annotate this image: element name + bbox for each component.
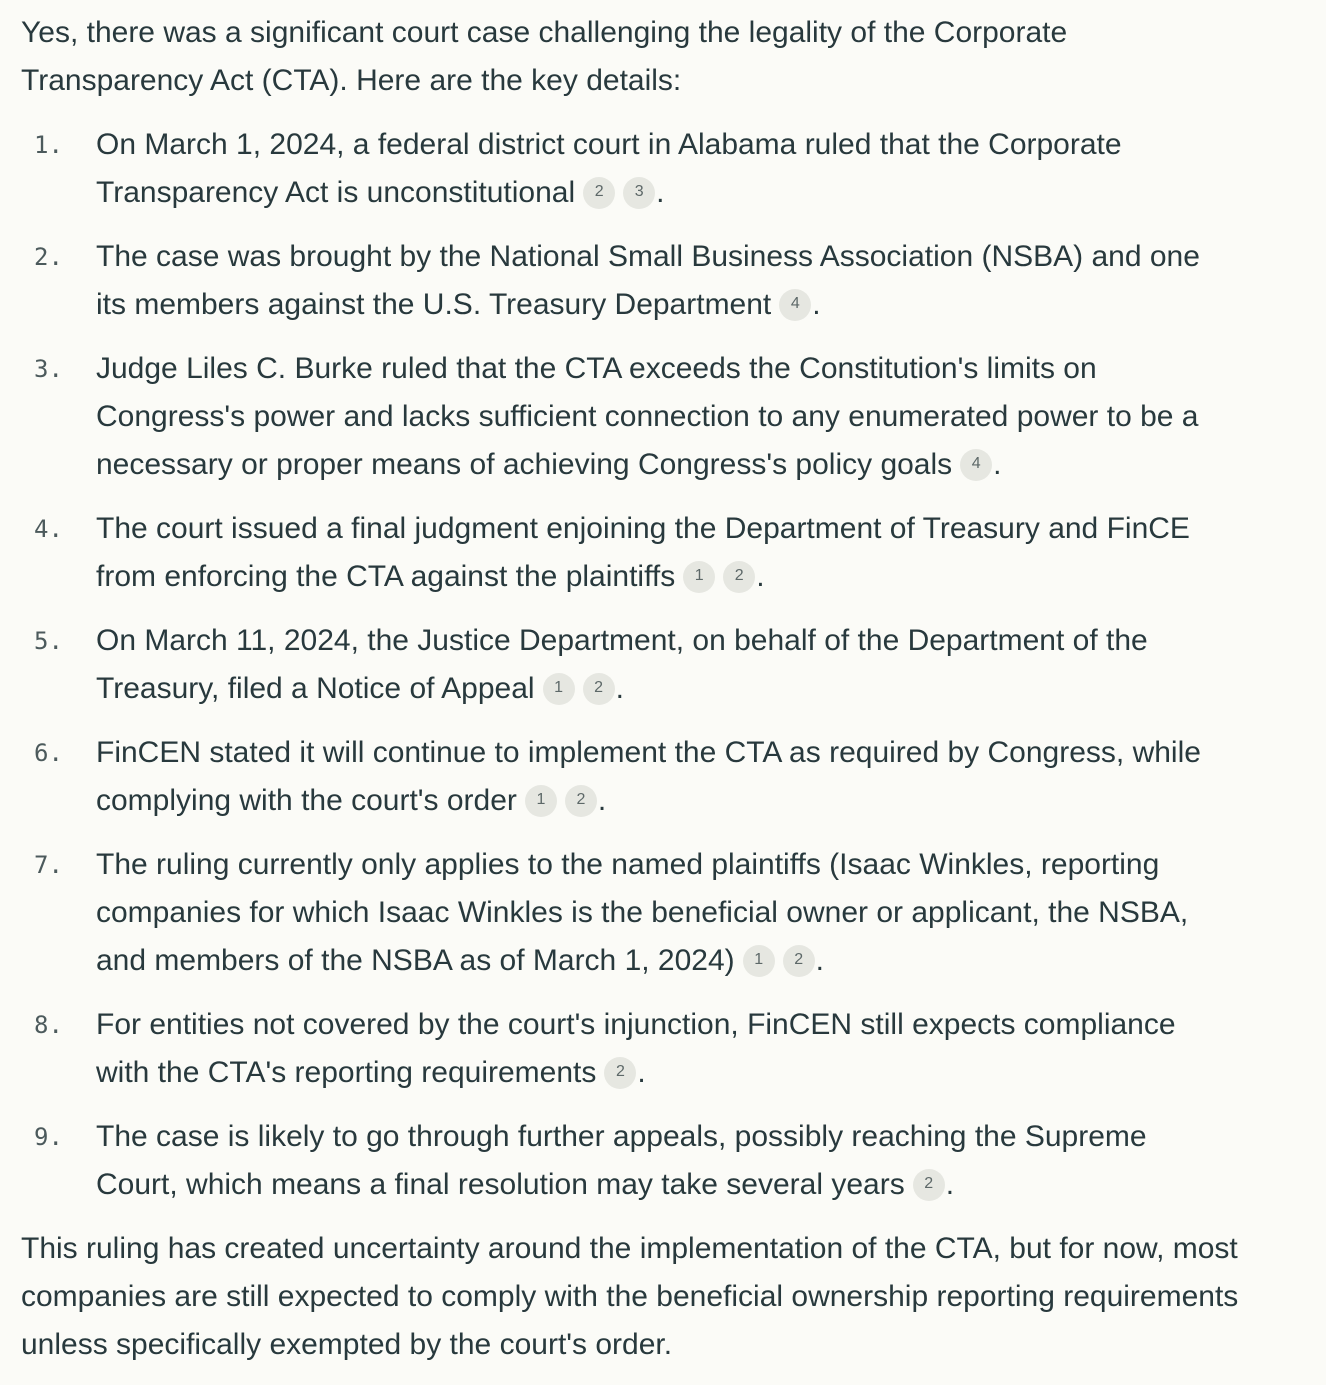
list-item-line: On March 11, 2024, the Justice Department, on behalf of the Department of the bbox=[96, 624, 1148, 657]
citation-badge[interactable]: 1 bbox=[743, 945, 775, 977]
citation-badge[interactable]: 2 bbox=[565, 785, 597, 817]
list-item-line: The case is likely to go through further appeals, possibly reaching the Supreme bbox=[96, 1120, 1147, 1153]
list-item bbox=[21, 617, 1326, 713]
list-item-line: Congress's power and lacks sufficient connection to any enumerated power to be a bbox=[96, 400, 1199, 433]
list-item-period: . bbox=[815, 944, 825, 977]
citation-badge[interactable]: 2 bbox=[783, 945, 815, 977]
list-item-period: . bbox=[637, 1056, 646, 1089]
list-item-number: 6. bbox=[34, 739, 63, 767]
list-item-period: . bbox=[597, 784, 607, 817]
list-item-line: On March 1, 2024, a federal district court in Alabama ruled that the Corporate bbox=[96, 128, 1122, 161]
list-item-line: and members of the NSBA as of March 1, 2024) bbox=[96, 944, 735, 977]
list-item-period: . bbox=[656, 176, 665, 209]
list-item-line: Transparency Act is unconstitutional bbox=[96, 176, 576, 209]
closing-paragraph: This ruling has created uncertainty around the implementation of the CTA, but for now, most companies are still expected to comply with the beneficial ownership reporting requirements unless specifically exempted by the court's order. bbox=[21, 1232, 1239, 1361]
list-item bbox=[21, 729, 1326, 825]
list-item-period: . bbox=[812, 288, 821, 321]
list-item-number: 4. bbox=[34, 515, 63, 543]
list-item-line: necessary or proper means of achieving Congress's policy goals bbox=[96, 448, 953, 481]
list-item-number: 1. bbox=[34, 131, 63, 159]
list-item-period: . bbox=[615, 672, 624, 705]
assistant-answer bbox=[21, 9, 1326, 1369]
citation-badge[interactable]: 1 bbox=[543, 673, 575, 705]
list-item-line: its members against the U.S. Treasury Department bbox=[96, 288, 772, 321]
list-item-period: . bbox=[756, 560, 765, 593]
list-item-line: Treasury, filed a Notice of Appeal bbox=[96, 672, 535, 705]
list-item-line: FinCEN stated it will continue to implement the CTA as required by Congress, while bbox=[96, 736, 1201, 769]
citation-badge[interactable]: 1 bbox=[683, 561, 715, 593]
list-item bbox=[21, 1113, 1326, 1209]
list-item-number: 8. bbox=[34, 1011, 63, 1039]
list-item-line: The case was brought by the National Small Business Association (NSBA) and one bbox=[96, 240, 1200, 273]
list-item-line: Judge Liles C. Burke ruled that the CTA exceeds the Constitution's limits on bbox=[96, 352, 1097, 385]
list-item-line: Court, which means a final resolution may take several years bbox=[96, 1168, 905, 1201]
citation-badge[interactable]: 2 bbox=[913, 1169, 945, 1201]
list-item-number: 7. bbox=[34, 851, 63, 879]
citation-badge[interactable]: 4 bbox=[779, 289, 811, 321]
list-item bbox=[21, 505, 1326, 601]
list-item-line: companies for which Isaac Winkles is the beneficial owner or applicant, the NSBA, bbox=[96, 896, 1189, 929]
list-item bbox=[21, 345, 1326, 489]
list-item bbox=[21, 1001, 1326, 1097]
intro-paragraph: Yes, there was a significant court case challenging the legality of the Corporate Transparency Act (CTA). Here are the key details: bbox=[21, 16, 1068, 97]
list-item-number: 3. bbox=[34, 355, 63, 383]
list-item-line: The court issued a final judgment enjoining the Department of Treasury and FinCE bbox=[96, 512, 1190, 545]
list-item-line: For entities not covered by the court's injunction, FinCEN still expects compliance bbox=[96, 1008, 1176, 1041]
list-item-period: . bbox=[945, 1168, 955, 1201]
list-item-number: 5. bbox=[34, 627, 63, 655]
key-details-list bbox=[21, 121, 1326, 1209]
list-item-number: 2. bbox=[34, 243, 63, 271]
list-item bbox=[21, 121, 1326, 217]
list-item bbox=[21, 841, 1326, 985]
citation-badge[interactable]: 3 bbox=[623, 177, 655, 209]
list-item-line: complying with the court's order bbox=[96, 784, 517, 817]
citation-badge[interactable]: 2 bbox=[583, 673, 615, 705]
list-item-period: . bbox=[993, 448, 1002, 481]
citation-badge[interactable]: 2 bbox=[604, 1057, 636, 1089]
list-item-number: 9. bbox=[34, 1123, 63, 1151]
list-item-line: The ruling currently only applies to the named plaintiffs (Isaac Winkles, reporting bbox=[96, 848, 1160, 881]
citation-badge[interactable]: 1 bbox=[525, 785, 557, 817]
list-item-line: from enforcing the CTA against the plaintiffs bbox=[96, 560, 676, 593]
citation-badge[interactable]: 2 bbox=[583, 177, 615, 209]
citation-badge[interactable]: 2 bbox=[723, 561, 755, 593]
list-item-line: with the CTA's reporting requirements bbox=[96, 1056, 597, 1089]
citation-badge[interactable]: 4 bbox=[960, 449, 992, 481]
list-item bbox=[21, 233, 1326, 329]
